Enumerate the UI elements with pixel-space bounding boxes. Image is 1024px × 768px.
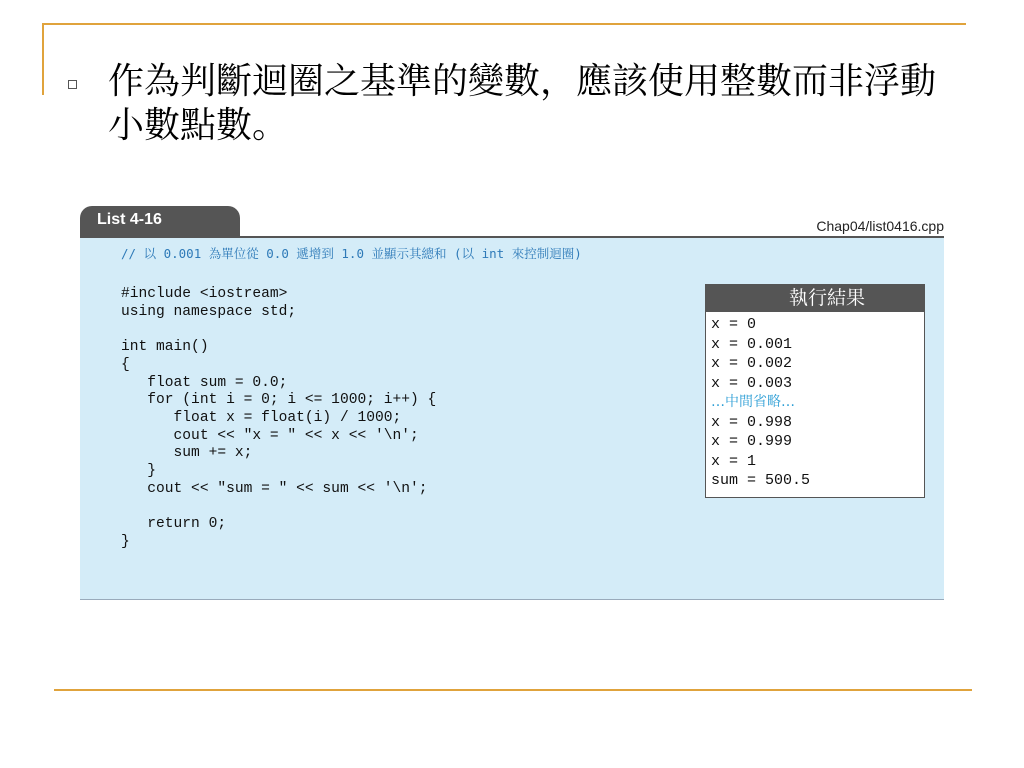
result-line: x = 0.003 [711,374,793,392]
top-divider [42,23,966,25]
left-accent-line [42,23,44,95]
code-comment: // 以 0.001 為單位從 0.0 遞增到 1.0 並顯示其總和 (以 int 來控制迴圈) [121,246,582,261]
file-path-label: Chap04/list0416.cpp [816,218,944,234]
result-title: 執行結果 [706,285,924,312]
result-omitted-note: …中間省略… [711,394,795,410]
execution-result-box [705,284,925,498]
result-line: x = 0.999 [711,433,793,450]
code-listing-panel [80,236,944,600]
result-line: x = 0.001 [711,335,793,353]
result-line: x = 1 [711,452,757,470]
source-code: #include <iostream> using namespace std; int main() { float sum = 0.0; for (int i = 0; i <= 1000; i++) { float x = float(i) / 1000; cout << "x = " << x << '\n'; sum += x; } cout << "sum = " << sum << '\n'; return 0; } [121,286,437,550]
result-output [706,312,924,491]
result-line: sum = 500.5 [711,472,811,489]
result-line: x = 0.002 [711,355,793,372]
bottom-divider [54,689,972,691]
square-bullet-icon [68,80,77,89]
bullet-text: 作為判斷迴圈之基準的變數，應該使用整數而非浮動小數點數。 [108,61,937,146]
result-line: x = 0 [711,316,757,333]
result-line: x = 0.998 [711,413,793,431]
listing-tab: List 4-16 [80,206,240,236]
